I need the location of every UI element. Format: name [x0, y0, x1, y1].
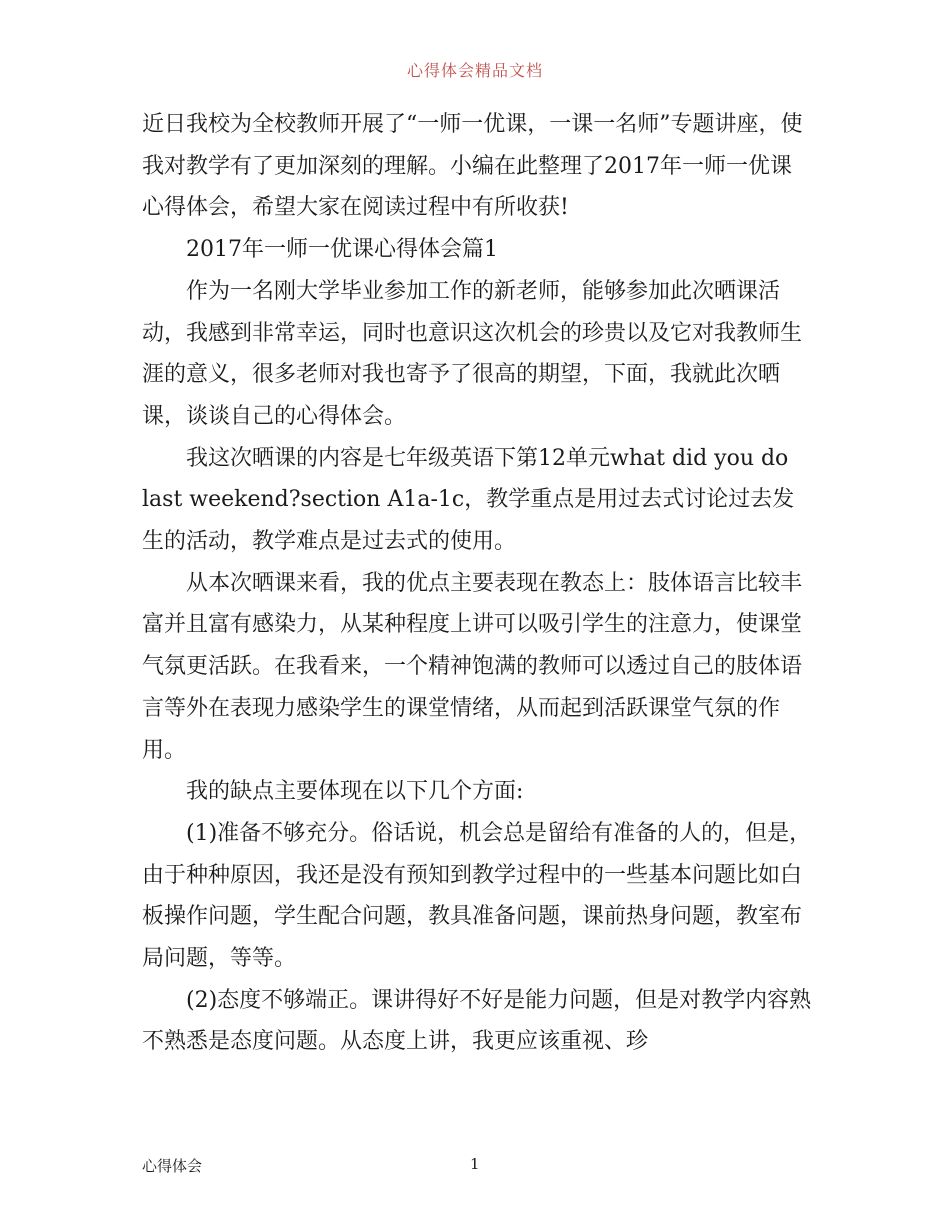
- paragraph: 从本次晒课来看，我的优点主要表现在教态上：肢体语言比较丰富并且富有感染力，从某种程度上讲可以吸引学生的注意力，使课堂气氛更活跃。在我看来，一个精神饱满的教师可以透过自己的肢体语言等外在表现力感染学生的课堂情绪，从而起到活跃课堂气氛的作用。: [142, 570, 803, 763]
- paragraph: (1)准备不够充分。俗话说，机会总是留给有准备的人的，但是，由于种种原因，我还是没有预知到教学过程中的一些基本问题比如白板操作问题，学生配合问题，教具准备问题，课前热身问题，教室布局问题，等等。: [142, 820, 812, 972]
- paragraph: 作为一名刚大学毕业参加工作的新老师，能够参加此次晒课活动，我感到非常幸运，同时也意识这次机会的珍贵以及它对我教师生涯的意义，很多老师对我也寄予了很高的期望，下面，我就此次晒课，谈谈自己的心得体会。: [142, 278, 803, 429]
- header-title: 心得体会精品文档: [406, 61, 543, 80]
- document-body: [142, 104, 812, 1063]
- page-number: 1: [470, 1155, 480, 1173]
- paragraph-intro: 近日我校为全校教师开展了“一师一优课，一课一名师”专题讲座，使我对教学有了更加深刻的理解。小编在此整理了2017年一师一优课心得体会，希望大家在阅读过程中有所收获!: [142, 112, 803, 221]
- paragraph: (2)态度不够端正。课讲得好不好是能力问题，但是对教学内容熟不熟悉是态度问题。从态度上讲，我更应该重视、珍: [142, 987, 812, 1055]
- section-heading: 2017年一师一优课心得体会篇1: [186, 237, 498, 263]
- paragraph: 我这次晒课的内容是七年级英语下第12单元what did you do last weekend?section A1a-1c，教学重点是用过去式讨论过去发生的活动，教学难点是过去式的使用。: [142, 445, 795, 555]
- footer-label: 心得体会: [142, 1157, 203, 1175]
- paragraph: 我的缺点主要体现在以下几个方面:: [186, 779, 524, 805]
